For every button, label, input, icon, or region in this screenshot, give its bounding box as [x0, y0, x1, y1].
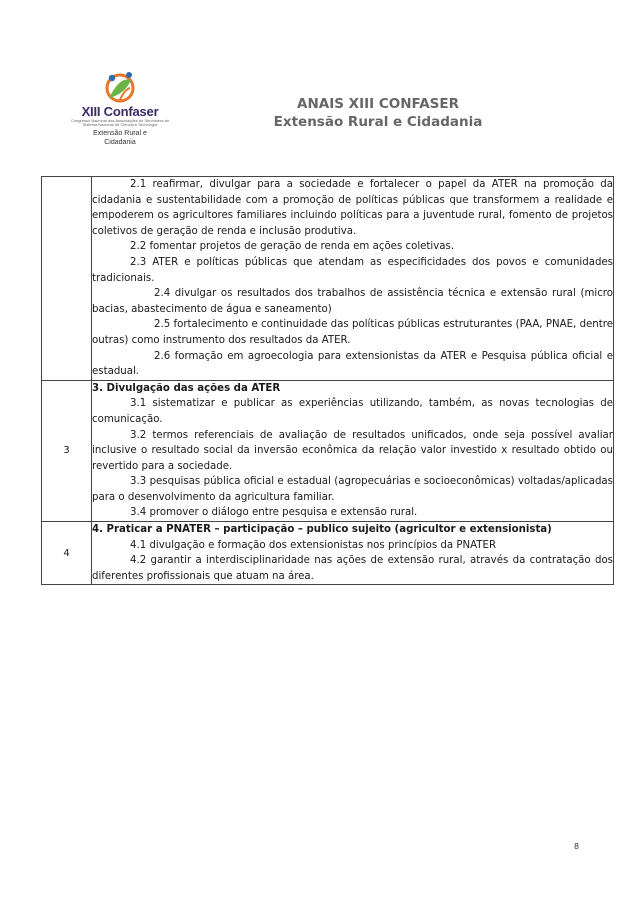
proposals-table — [41, 176, 614, 585]
header-title: ANAIS XIII CONFASER — [297, 96, 459, 112]
row-content — [92, 177, 614, 381]
proposal-item: 3.1 sistematizar e publicar as experiências utilizando, também, as novas tecnologias de comunicação. — [92, 398, 613, 425]
confaser-emblem-icon — [99, 70, 141, 106]
confaser-logo — [70, 70, 170, 150]
proposal-item: 2.5 fortalecimento e continuidade das políticas públicas estruturantes (PAA, PNAE, dentre outras) como instrumento dos resultados da ATER. — [92, 319, 613, 346]
section-heading: 4. Praticar a PNATER – participação – publico sujeito (agricultor e extensionista) — [92, 524, 552, 536]
proposal-item: 4.1 divulgação e formação dos extensionistas nos princípios da PNATER — [130, 539, 497, 551]
logo-subtitle-line2: Cidadania — [104, 139, 136, 146]
row-content — [92, 380, 614, 521]
proposal-item: 2.3 ATER e políticas públicas que atendam as especificidades dos povos e comunidades tradicionais. — [92, 256, 613, 284]
proposal-item: 4.2 garantir a interdisciplinaridade nas ações de extensão rural, através da contratação dos diferentes profissionais que atuam na área. — [92, 555, 613, 582]
section-heading: 3. Divulgação das ações da ATER — [92, 382, 281, 394]
proposal-item: 3.3 pesquisas pública oficial e estadual (agropecuárias e socioeconômicas) voltadas/aplicadas para o desenvolvimento da agricultura familiar. — [92, 476, 613, 503]
page-number: 8 — [574, 842, 580, 851]
logo-subtitle — [70, 129, 170, 147]
row-content — [92, 522, 614, 585]
row-number: 3 — [42, 380, 92, 521]
logo-title: XIII Confaser — [81, 104, 159, 119]
table-row — [42, 380, 614, 521]
header-subtitle: Extensão Rural e Cidadania — [273, 114, 483, 130]
page-header — [200, 95, 556, 131]
proposal-item: 2.4 divulgar os resultados dos trabalhos de assistência técnica e extensão rural (micro bacias, abastecimento de água e saneamento) — [92, 288, 613, 315]
logo-subtitle-line1: Extensão Rural e — [93, 130, 147, 137]
proposal-item: 3.4 promover o diálogo entre pesquisa e extensão rural. — [130, 507, 418, 519]
logo-tagline: Congresso Nacional das Associações de Servidores do Sistema Nacional de Ciência e Tecnologia — [70, 119, 170, 127]
proposal-item: 2.2 fomentar projetos de geração de renda em ações coletivas. — [130, 241, 455, 253]
row-number: 4 — [42, 522, 92, 585]
proposal-item: 3.2 termos referenciais de avaliação de resultados unificados, onde seja possível avaliar inclusive o resultado social da inversão econômica da relação valor investido x resultado obtido ou revertido para a sociedade. — [92, 429, 613, 472]
proposal-item: 2.6 formação em agroecologia para extensionistas da ATER e Pesquisa pública oficial e estadual. — [92, 350, 613, 378]
proposal-item: 2.1 reafirmar, divulgar para a sociedade e fortalecer o papel da ATER na promoção da cidadania e sustentabilidade com a promoção de políticas públicas que transformem a realidade e empoderem os agricultores familiares incluindo políticas para a juventude rural, fomento de projetos coletivos de geração de renda e inclusão produtiva. — [92, 179, 613, 237]
table-row — [42, 522, 614, 585]
table-row — [42, 177, 614, 381]
row-number — [42, 177, 92, 381]
